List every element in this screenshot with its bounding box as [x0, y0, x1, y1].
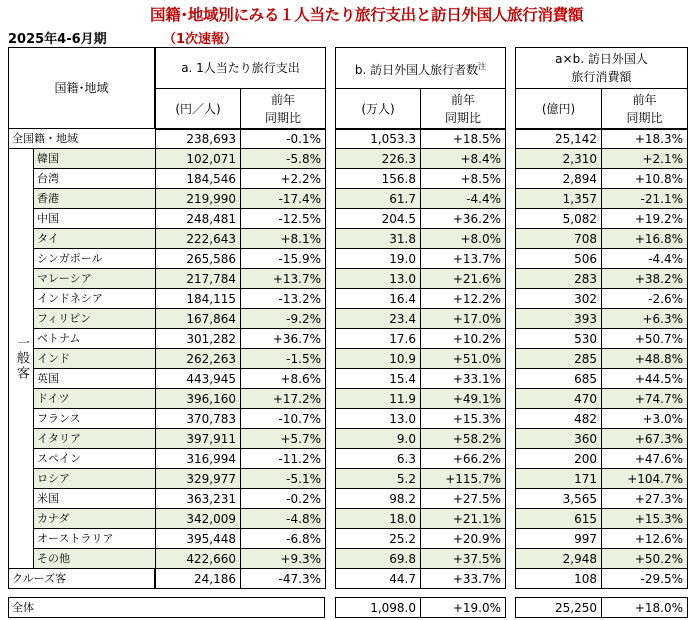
region-name: スペイン [34, 449, 156, 469]
header-region [8, 47, 155, 129]
visitors-value: 10.9 [336, 349, 421, 369]
spend-yoy: +8.6% [241, 369, 326, 389]
table-row [336, 469, 506, 489]
yoy-line1: 前年 [632, 93, 657, 107]
spend-yoy: +9.3% [241, 549, 326, 569]
region-name: 英国 [34, 369, 156, 389]
visitors-yoy: +12.2% [421, 289, 506, 309]
consumption-yoy: +67.3% [602, 429, 688, 449]
consumption-yoy: +19.2% [602, 209, 688, 229]
table-row [516, 389, 688, 409]
table-row [9, 149, 156, 169]
spend-value: 238,693 [156, 129, 241, 149]
visitors-yoy: +66.2% [421, 449, 506, 469]
header-a [155, 47, 326, 130]
consumption-value: 393 [516, 309, 602, 329]
consumption-yoy: +16.8% [602, 229, 688, 249]
table-row [336, 209, 506, 229]
visitors-yoy: -4.4% [421, 189, 506, 209]
consumption-value: 708 [516, 229, 602, 249]
visitors-value: 61.7 [336, 189, 421, 209]
table-row [516, 329, 688, 349]
spend-yoy: -0.2% [241, 489, 326, 509]
visitors-value: 69.8 [336, 549, 421, 569]
table-row [156, 189, 326, 209]
visitors-yoy: +18.5% [421, 129, 506, 149]
visitors-yoy: +15.3% [421, 409, 506, 429]
table-row [516, 349, 688, 369]
table-row [156, 409, 326, 429]
consumption-value: 25,142 [516, 129, 602, 149]
total-label: 全体 [9, 598, 325, 618]
table-row [336, 249, 506, 269]
table-row [516, 209, 688, 229]
visitors-yoy: +51.0% [421, 349, 506, 369]
table-row [336, 529, 506, 549]
spend-yoy: -12.5% [241, 209, 326, 229]
region-name: その他 [34, 549, 156, 569]
header-c-line2: 旅行消費額 [571, 70, 632, 84]
header-b-title [336, 48, 506, 89]
region-name: オーストラリア [34, 529, 156, 549]
region-name: フランス [34, 409, 156, 429]
table-row [516, 249, 688, 269]
region-name: インドネシア [34, 289, 156, 309]
region-name: ドイツ [34, 389, 156, 409]
total-b-table [335, 597, 506, 618]
table-row [336, 329, 506, 349]
visitors-yoy: +8.5% [421, 169, 506, 189]
visitors-yoy: +49.1% [421, 389, 506, 409]
table-row [336, 149, 506, 169]
table-row [156, 149, 326, 169]
table-row [156, 229, 326, 249]
flash-report-label: （1次速報） [163, 32, 238, 47]
table-row [336, 309, 506, 329]
spend-value: 222,643 [156, 229, 241, 249]
region-name: 全国籍・地域 [9, 129, 156, 149]
spend-value: 396,160 [156, 389, 241, 409]
table-row [156, 309, 326, 329]
spend-value: 316,994 [156, 449, 241, 469]
header-b-note: 注 [478, 61, 487, 71]
consumption-yoy: +18.3% [602, 129, 688, 149]
spend-yoy: -9.2% [241, 309, 326, 329]
spend-yoy: -15.9% [241, 249, 326, 269]
spend-value: 301,282 [156, 329, 241, 349]
visitors-yoy: +33.1% [421, 369, 506, 389]
header-b [335, 47, 506, 130]
cruise-b-table [335, 568, 506, 589]
table-row [516, 269, 688, 289]
header-a-title: a. 1人当たり旅行支出 [156, 48, 326, 89]
consumption-yoy: +50.2% [602, 549, 688, 569]
region-name: カナダ [34, 509, 156, 529]
spend-value: 363,231 [156, 489, 241, 509]
region-name: シンガポール [34, 249, 156, 269]
spend-yoy: -1.5% [241, 349, 326, 369]
visitors-yoy: +115.7% [421, 469, 506, 489]
visitors-value: 13.0 [336, 409, 421, 429]
visitors-yoy: +58.2% [421, 429, 506, 449]
table-row [156, 429, 326, 449]
consumption-yoy: +6.3% [602, 309, 688, 329]
visitors-value: 156.8 [336, 169, 421, 189]
header-b-yoy [421, 89, 506, 130]
spend-yoy: +13.7% [241, 269, 326, 289]
visitors-value: 6.3 [336, 449, 421, 469]
page-title: 国籍･地域別にみる１人当たり旅行支出と訪日外国人旅行消費額 [150, 6, 584, 24]
spend-value: 265,586 [156, 249, 241, 269]
cruise-c-value: 108 [516, 569, 602, 589]
region-name: フィリピン [34, 309, 156, 329]
table-row [336, 429, 506, 449]
visitors-value: 9.0 [336, 429, 421, 449]
table-row [516, 369, 688, 389]
table-row [516, 469, 688, 489]
consumption-yoy: -4.4% [602, 249, 688, 269]
consumption-yoy: +2.1% [602, 149, 688, 169]
cruise-a-yoy: -47.3% [241, 569, 326, 589]
total-label-table [8, 597, 325, 618]
visitors-yoy: +17.0% [421, 309, 506, 329]
table-row [156, 249, 326, 269]
visitors-value: 204.5 [336, 209, 421, 229]
yoy-line2: 同期比 [626, 111, 663, 125]
region-name: タイ [34, 229, 156, 249]
table-row [516, 509, 688, 529]
header-b-label: b. 訪日外国人旅行者数 [354, 62, 479, 77]
cruise-a-table [155, 568, 326, 589]
cruise-b-yoy: +33.7% [421, 569, 506, 589]
table-row [156, 529, 326, 549]
spend-value: 219,990 [156, 189, 241, 209]
yoy-line1: 前年 [450, 93, 475, 107]
table-row [336, 189, 506, 209]
table-row [156, 169, 326, 189]
table-row [516, 229, 688, 249]
header-c-unit: (億円) [516, 89, 602, 130]
visitors-value: 1,053.3 [336, 129, 421, 149]
region-name: 香港 [34, 189, 156, 209]
spend-value: 397,911 [156, 429, 241, 449]
table-row [156, 489, 326, 509]
table-row [156, 389, 326, 409]
table-row [336, 169, 506, 189]
consumption-yoy: +38.2% [602, 269, 688, 289]
table-row [156, 209, 326, 229]
visitors-table [335, 128, 506, 569]
table-row [516, 409, 688, 429]
table-row [336, 289, 506, 309]
visitors-yoy: +27.5% [421, 489, 506, 509]
consumption-value: 171 [516, 469, 602, 489]
group-label: 一般客 [9, 149, 34, 569]
total-c-yoy: +18.0% [602, 598, 688, 618]
region-name: 韓国 [34, 149, 156, 169]
consumption-value: 482 [516, 409, 602, 429]
consumption-value: 615 [516, 509, 602, 529]
table-row [336, 509, 506, 529]
total-c-table [515, 597, 688, 618]
consumption-value: 685 [516, 369, 602, 389]
visitors-value: 11.9 [336, 389, 421, 409]
table-row [156, 329, 326, 349]
consumption-value: 200 [516, 449, 602, 469]
spend-value: 370,783 [156, 409, 241, 429]
spend-value: 443,945 [156, 369, 241, 389]
spend-yoy: -5.1% [241, 469, 326, 489]
table-row [516, 309, 688, 329]
visitors-value: 17.6 [336, 329, 421, 349]
period-label: 2025年4-6月期 [8, 32, 107, 47]
spend-yoy: -13.2% [241, 289, 326, 309]
table-row [516, 189, 688, 209]
header-a-yoy [241, 89, 326, 130]
region-name: 台湾 [34, 169, 156, 189]
region-name: イタリア [34, 429, 156, 449]
table-row [336, 449, 506, 469]
spend-yoy: -6.8% [241, 529, 326, 549]
cruise-label-table [8, 568, 155, 589]
region-name: ベトナム [34, 329, 156, 349]
table-row [516, 549, 688, 569]
consumption-value: 285 [516, 349, 602, 369]
table-row [516, 169, 688, 189]
consumption-yoy: +15.3% [602, 509, 688, 529]
table-row [156, 349, 326, 369]
region-name: インド [34, 349, 156, 369]
table-row [336, 129, 506, 149]
table-row [516, 529, 688, 549]
visitors-yoy: +8.4% [421, 149, 506, 169]
table-row [516, 429, 688, 449]
header-region-label: 国籍･地域 [9, 48, 155, 129]
cruise-b-value: 44.7 [336, 569, 421, 589]
consumption-yoy: +27.3% [602, 489, 688, 509]
visitors-yoy: +8.0% [421, 229, 506, 249]
visitors-value: 16.4 [336, 289, 421, 309]
consumption-value: 2,894 [516, 169, 602, 189]
spend-value: 342,009 [156, 509, 241, 529]
consumption-yoy: +50.7% [602, 329, 688, 349]
consumption-value: 506 [516, 249, 602, 269]
spend-yoy: -4.8% [241, 509, 326, 529]
spend-value: 184,115 [156, 289, 241, 309]
visitors-yoy: +21.1% [421, 509, 506, 529]
table-row [336, 549, 506, 569]
table-row [156, 369, 326, 389]
cruise-label: クルーズ客 [9, 569, 155, 589]
visitors-yoy: +10.2% [421, 329, 506, 349]
consumption-value: 3,565 [516, 489, 602, 509]
visitors-value: 25.2 [336, 529, 421, 549]
spend-value: 167,864 [156, 309, 241, 329]
total-b-yoy: +19.0% [421, 598, 506, 618]
visitors-value: 13.0 [336, 269, 421, 289]
header-b-unit: (万人) [336, 89, 421, 130]
spend-value: 329,977 [156, 469, 241, 489]
visitors-value: 23.4 [336, 309, 421, 329]
header-c-title [516, 48, 688, 89]
consumption-value: 1,357 [516, 189, 602, 209]
spend-yoy: -5.8% [241, 149, 326, 169]
visitors-value: 5.2 [336, 469, 421, 489]
spend-value: 395,448 [156, 529, 241, 549]
region-name: マレーシア [34, 269, 156, 289]
total-c-value: 25,250 [516, 598, 602, 618]
consumption-value: 5,082 [516, 209, 602, 229]
table-row [336, 229, 506, 249]
spend-value: 262,263 [156, 349, 241, 369]
header-c [515, 47, 688, 130]
table-row [336, 409, 506, 429]
cruise-c-table [515, 568, 688, 589]
consumption-yoy: +10.8% [602, 169, 688, 189]
spend-value: 217,784 [156, 269, 241, 289]
consumption-value: 283 [516, 269, 602, 289]
table-row [156, 289, 326, 309]
consumption-value: 2,948 [516, 549, 602, 569]
consumption-yoy: -2.6% [602, 289, 688, 309]
spend-yoy: -10.7% [241, 409, 326, 429]
spend-yoy: +5.7% [241, 429, 326, 449]
region-name: ロシア [34, 469, 156, 489]
table-row [336, 349, 506, 369]
header-c-line1: a×b. 訪日外国人 [555, 52, 648, 66]
region-name: 中国 [34, 209, 156, 229]
consumption-table [515, 128, 688, 569]
consumption-value: 302 [516, 289, 602, 309]
consumption-yoy: +12.6% [602, 529, 688, 549]
spend-value: 184,546 [156, 169, 241, 189]
header-a-unit: (円／人) [156, 89, 241, 130]
table-row [516, 289, 688, 309]
spend-value: 422,660 [156, 549, 241, 569]
spend-yoy: -11.2% [241, 449, 326, 469]
spend-yoy: +2.2% [241, 169, 326, 189]
table-row [156, 469, 326, 489]
spend-value: 102,071 [156, 149, 241, 169]
spend-yoy: +36.7% [241, 329, 326, 349]
table-row [516, 129, 688, 149]
header-c-yoy [602, 89, 688, 130]
cruise-a-value: 24,186 [156, 569, 241, 589]
consumption-yoy: +48.8% [602, 349, 688, 369]
consumption-yoy: +74.7% [602, 389, 688, 409]
consumption-value: 360 [516, 429, 602, 449]
visitors-yoy: +37.5% [421, 549, 506, 569]
consumption-value: 997 [516, 529, 602, 549]
visitors-value: 226.3 [336, 149, 421, 169]
consumption-value: 530 [516, 329, 602, 349]
table-row [516, 449, 688, 469]
visitors-yoy: +36.2% [421, 209, 506, 229]
total-b-value: 1,098.0 [336, 598, 421, 618]
table-row [156, 129, 326, 149]
visitors-value: 98.2 [336, 489, 421, 509]
visitors-value: 15.4 [336, 369, 421, 389]
consumption-yoy: +3.0% [602, 409, 688, 429]
consumption-value: 470 [516, 389, 602, 409]
table-row [156, 509, 326, 529]
spend-table [155, 128, 326, 569]
visitors-value: 31.8 [336, 229, 421, 249]
visitors-yoy: +20.9% [421, 529, 506, 549]
consumption-value: 2,310 [516, 149, 602, 169]
table-row [516, 149, 688, 169]
spend-yoy: +8.1% [241, 229, 326, 249]
spend-yoy: -17.4% [241, 189, 326, 209]
spend-yoy: +17.2% [241, 389, 326, 409]
consumption-yoy: +44.5% [602, 369, 688, 389]
visitors-yoy: +13.7% [421, 249, 506, 269]
table-row [336, 369, 506, 389]
table-row [336, 489, 506, 509]
table-row [516, 489, 688, 509]
table-row [336, 269, 506, 289]
cruise-c-yoy: -29.5% [602, 569, 688, 589]
table-row [336, 389, 506, 409]
table-row [156, 269, 326, 289]
visitors-value: 19.0 [336, 249, 421, 269]
consumption-yoy: +47.6% [602, 449, 688, 469]
spend-yoy: -0.1% [241, 129, 326, 149]
spend-value: 248,481 [156, 209, 241, 229]
region-table [8, 128, 156, 569]
visitors-value: 18.0 [336, 509, 421, 529]
region-name: 米国 [34, 489, 156, 509]
yoy-line2: 同期比 [444, 111, 481, 125]
consumption-yoy: +104.7% [602, 469, 688, 489]
table-row [156, 549, 326, 569]
yoy-line2: 同期比 [264, 111, 301, 125]
consumption-yoy: -21.1% [602, 189, 688, 209]
visitors-yoy: +21.6% [421, 269, 506, 289]
table-row [156, 449, 326, 469]
table-row [9, 129, 156, 149]
yoy-line1: 前年 [270, 93, 295, 107]
